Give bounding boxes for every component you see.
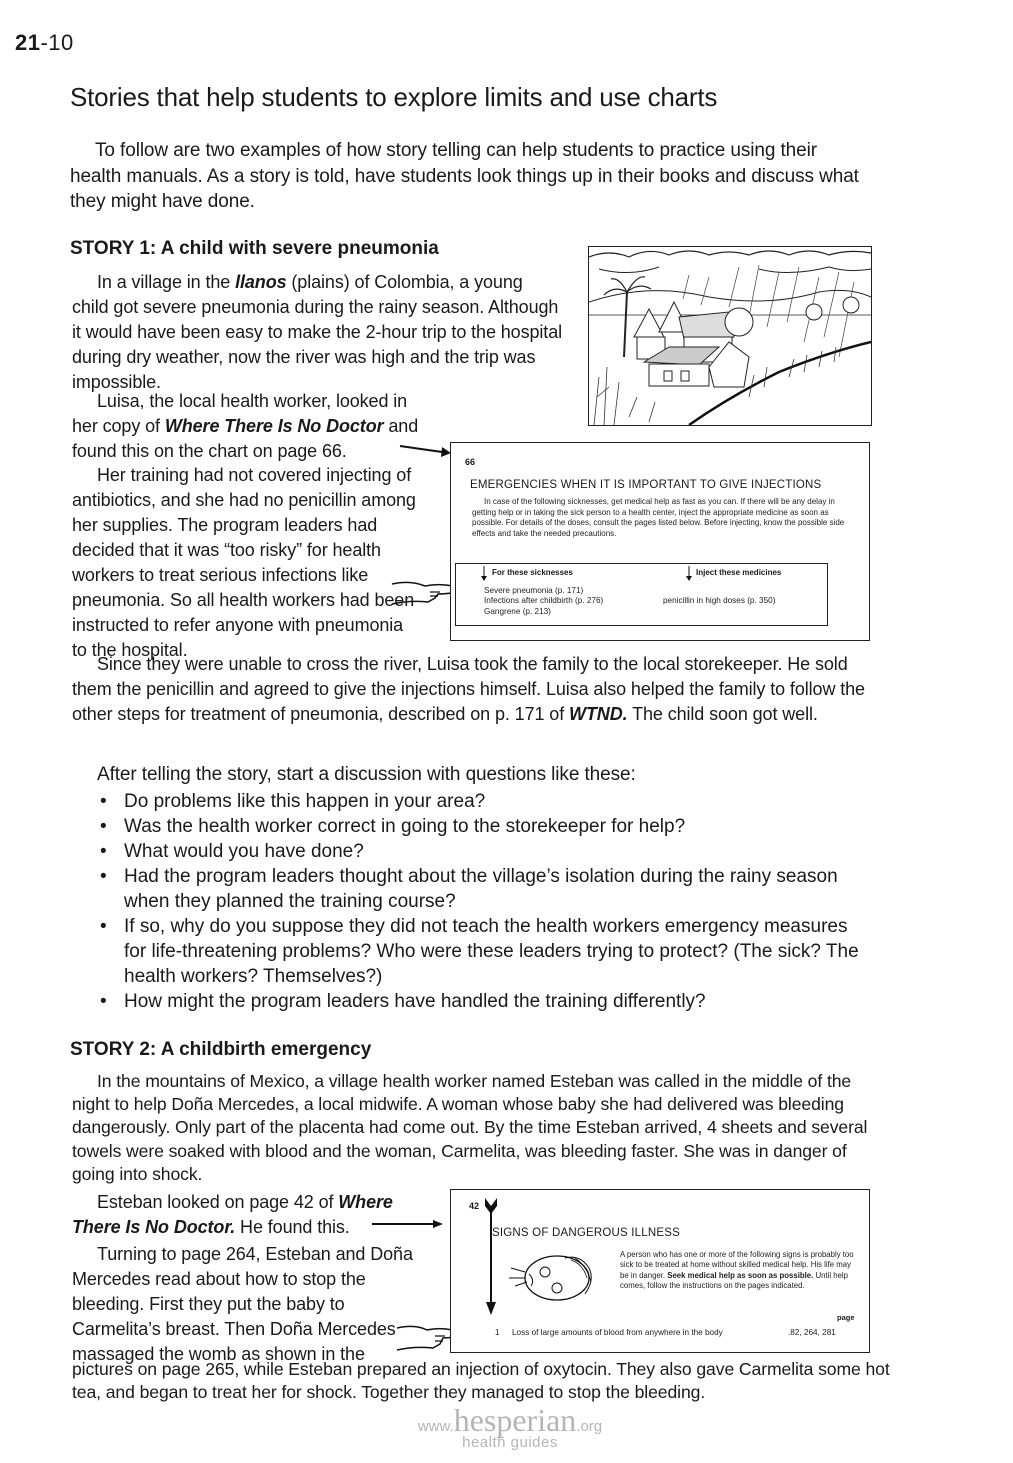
book-title: Where There Is No Doctor. xyxy=(72,1192,393,1237)
page-column-label: page xyxy=(837,1313,855,1322)
abbreviation: WTND. xyxy=(569,704,628,724)
sickness-item: Gangrene (p. 213) xyxy=(484,606,551,616)
logo-www: www. xyxy=(417,1418,454,1435)
rainy-village-illustration xyxy=(588,246,872,426)
story1-paragraph-1 xyxy=(72,270,562,395)
discussion-questions xyxy=(70,789,860,1014)
emphasis: Seek medical help as soon as possible. xyxy=(667,1270,814,1280)
landscape-drawing-icon xyxy=(589,247,871,425)
chart-title: EMERGENCIES WHEN IT IS IMPORTANT TO GIVE INJECTIONS xyxy=(470,479,822,491)
sign-text: Loss of large amounts of blood from anywhere in the body xyxy=(512,1328,723,1337)
text: Until help comes, follow the instructions on the pages indicated. xyxy=(620,1270,848,1290)
arrow-right-icon xyxy=(398,440,453,460)
story1-paragraph-2 xyxy=(72,389,422,464)
text: Luisa, the local health worker, looked in her copy of xyxy=(72,391,408,436)
arrow-down-icon xyxy=(484,1198,498,1316)
story2-paragraph-2 xyxy=(72,1190,432,1240)
arrow-down-icon xyxy=(480,566,488,582)
emphasis: llanos xyxy=(235,272,287,292)
column-header-sicknesses: For these sicknesses xyxy=(492,568,573,577)
question-item: • How might the program leaders have handled the training differently? xyxy=(70,989,860,1014)
text: and found this on the chart on page 66. xyxy=(72,416,419,461)
sickness-list xyxy=(484,586,603,617)
sign-pages: .82, 264, 281 xyxy=(788,1328,836,1337)
story2-heading: STORY 2: A childbirth emergency xyxy=(70,1039,372,1060)
arrow-right-icon xyxy=(370,1217,445,1231)
arrow-down-icon xyxy=(685,566,693,582)
story2-paragraph-4: pictures on page 265, while Esteban prepared an injection of oxytocin. They also gave Carmelita some hot tea, and began to treat her for shock. Together they managed to stop the bleeding. xyxy=(72,1359,890,1402)
story2-paragraph-3: Turning to page 264, Esteban and Doña Mercedes read about how to stop the bleeding. First they put the baby to Carmelita’s breast. Then Doña Mercedes massaged the womb as shown in the xyxy=(72,1244,413,1364)
chapter-number: 21 xyxy=(15,30,41,55)
discussion-lead: After telling the story, start a discussion with questions like these: xyxy=(97,764,636,785)
story1-paragraph-3: Her training had not covered injecting of antibiotics, and she had no penicillin among her supplies. The program leaders had decided that it was “too risky” for health workers to treat serious infections like pneumonia. So all health workers had been instructed to refer anyone with pneumonia to the hospital. xyxy=(72,465,416,660)
hesperian-logo[interactable] xyxy=(390,1403,630,1451)
sick-person-face-icon xyxy=(505,1250,605,1308)
chart-body: In case of the following sicknesses, get medical help as fast as you can. If there will be any delay in getting help or in taking the sick person to a health center, inject the appropriate medicine as soon as possible. For details of the doses, consult the pages listed below. Before injecting, know the possible side effects and take the needed precautions. xyxy=(472,497,845,538)
text: Esteban looked on page 42 of xyxy=(97,1192,339,1212)
story1-paragraph-4 xyxy=(72,652,872,727)
chart-title: SIGNS OF DANGEROUS ILLNESS xyxy=(492,1227,680,1239)
logo-tagline: health guides xyxy=(462,1434,558,1451)
medicine-cell: penicillin in high doses (p. 350) xyxy=(663,596,776,605)
text: Since they were unable to cross the river, Luisa took the family to the local storekeeper. He sold them the penicillin and agreed to give the injections himself. Luisa also helped the family to follow the other steps for treatment of pneumonia, described on p. 171 of xyxy=(72,654,865,724)
question-item: • If so, why do you suppose they did not teach the health workers emergency measures for life-threatening problems? Who were these leaders trying to protect? (The sick? The health workers? Themselves?) xyxy=(70,914,860,989)
page-number-rest: -10 xyxy=(40,30,74,55)
chart-body xyxy=(620,1250,855,1291)
text: The child soon got well. xyxy=(627,704,818,724)
text: (plains) of Colombia, a young child got severe pneumonia during the rainy season. Although it would have been easy to make the 2-hour trip to the hospital during dry weather, now the river was high and the trip was impossible. xyxy=(72,272,563,392)
sickness-item: Severe pneumonia (p. 171) xyxy=(484,586,584,595)
text: A person who has one or more of the following signs is probably too sick to be treated at home without skilled medical help. His life may be in danger. xyxy=(620,1250,854,1280)
story1-heading: STORY 1: A child with severe pneumonia xyxy=(70,238,439,259)
story2-paragraph-1: In the mountains of Mexico, a village health worker named Esteban was called in the middle of the night to help Doña Mercedes, a local midwife. A woman whose baby she had delivered was bleeding dangerously. Only part of the placenta had come out. By the time Esteban arrived, 4 sheets and several towels were soaked with blood and the woman, Carmelita, was bleeding faster. She was in danger of going into shock. xyxy=(72,1071,868,1184)
sign-number: 1 xyxy=(495,1328,500,1337)
chart-page-number: 66 xyxy=(465,457,476,467)
question-item: • What would you have done? xyxy=(70,839,860,864)
sickness-item: Infections after childbirth (p. 276) xyxy=(484,596,604,606)
column-header-medicines: Inject these medicines xyxy=(696,568,782,577)
text: He found this. xyxy=(235,1217,350,1237)
question-item: • Was the health worker correct in going to the storekeeper for help? xyxy=(70,814,860,839)
logo-org: .org xyxy=(576,1418,603,1435)
book-title: Where There Is No Doctor xyxy=(164,416,384,436)
question-item: • Had the program leaders thought about the village’s isolation during the rainy season when they planned the training course? xyxy=(70,864,860,914)
logo-brand: hesperian xyxy=(453,1402,577,1438)
intro-paragraph: To follow are two examples of how story telling can help students to practice using their health manuals. As a story is told, have students look things up in their books and discuss what they might have done. xyxy=(70,140,859,212)
question-item: • Do problems like this happen in your area? xyxy=(70,789,860,814)
page-title: Stories that help students to explore limits and use charts xyxy=(70,82,718,112)
text: In a village in the xyxy=(97,272,236,292)
chart-page-number: 42 xyxy=(469,1201,480,1211)
page-number xyxy=(15,30,74,56)
